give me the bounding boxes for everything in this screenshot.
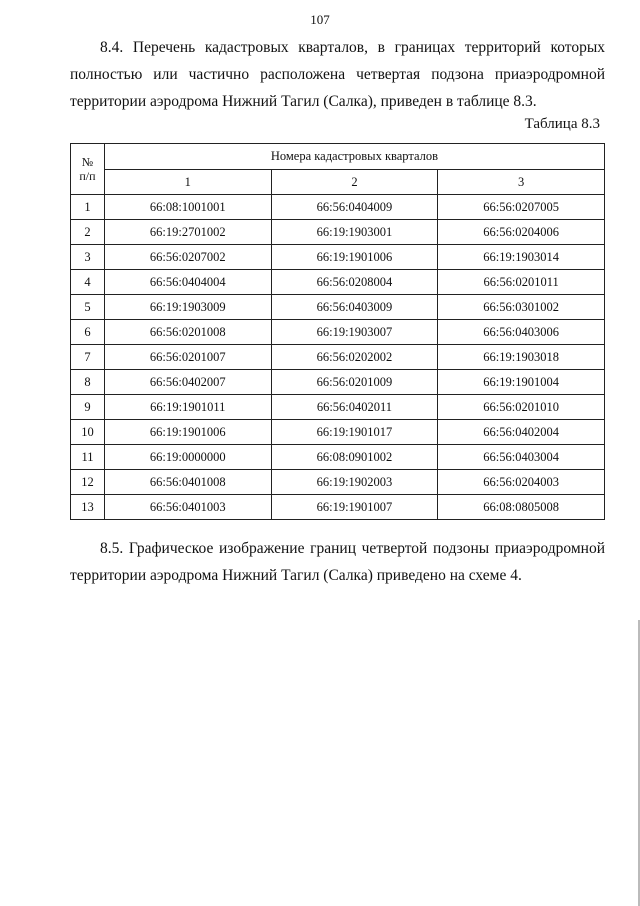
row-number-cell: 4: [71, 270, 105, 295]
row-number-cell: 11: [71, 445, 105, 470]
row-number-header: [71, 144, 105, 195]
cadastral-cell-col2: 66:19:1902003: [271, 470, 438, 495]
cadastral-cell-col3: 66:56:0403006: [438, 320, 605, 345]
cadastral-cell-col3: 66:19:1903014: [438, 245, 605, 270]
column-header-3: 3: [438, 170, 605, 195]
table-row: [71, 295, 605, 320]
cadastral-cell-col3: 66:56:0207005: [438, 195, 605, 220]
cadastral-cell-col2: 66:19:1901006: [271, 245, 438, 270]
table-body: [71, 195, 605, 520]
cadastral-cell-col1: 66:08:1001001: [104, 195, 271, 220]
cadastral-cell-col2: 66:56:0404009: [271, 195, 438, 220]
cadastral-cell-col2: 66:56:0208004: [271, 270, 438, 295]
table-row: [71, 195, 605, 220]
table-row: [71, 445, 605, 470]
cadastral-cell-col3: 66:56:0402004: [438, 420, 605, 445]
cadastral-cell-col2: 66:19:1903001: [271, 220, 438, 245]
cadastral-cell-col3: 66:56:0204003: [438, 470, 605, 495]
cadastral-cell-col2: 66:19:1903007: [271, 320, 438, 345]
cadastral-cell-col1: 66:56:0207002: [104, 245, 271, 270]
cadastral-cell-col1: 66:56:0401008: [104, 470, 271, 495]
cadastral-cell-col1: 66:19:1901011: [104, 395, 271, 420]
cadastral-cell-col2: 66:56:0402011: [271, 395, 438, 420]
cadastral-cell-col2: 66:19:1901007: [271, 495, 438, 520]
cadastral-cell-col2: 66:19:1901017: [271, 420, 438, 445]
paragraph-8-4: [70, 34, 605, 115]
row-number-cell: 9: [71, 395, 105, 420]
cadastral-cell-col3: 66:56:0201011: [438, 270, 605, 295]
column-header-1: 1: [104, 170, 271, 195]
cadastral-cell-col2: 66:08:0901002: [271, 445, 438, 470]
row-number-cell: 6: [71, 320, 105, 345]
cadastral-cell-col3: 66:08:0805008: [438, 495, 605, 520]
cadastral-cell-col1: 66:56:0404004: [104, 270, 271, 295]
table-caption: Таблица 8.3: [524, 116, 600, 132]
page-number: 107: [310, 12, 330, 27]
cadastral-cell-col3: 66:19:1901004: [438, 370, 605, 395]
cadastral-cell-col2: 66:56:0201009: [271, 370, 438, 395]
cadastral-cell-col3: 66:19:1903018: [438, 345, 605, 370]
row-number-cell: 3: [71, 245, 105, 270]
table-row: [71, 395, 605, 420]
cadastral-cell-col3: 66:56:0301002: [438, 295, 605, 320]
row-number-cell: 5: [71, 295, 105, 320]
row-number-cell: 7: [71, 345, 105, 370]
table-row: [71, 345, 605, 370]
paragraph-8-5: [70, 535, 605, 589]
cadastral-cell-col1: 66:19:1903009: [104, 295, 271, 320]
table-row: [71, 270, 605, 295]
table-row: [71, 220, 605, 245]
cadastral-cell-col1: 66:19:2701002: [104, 220, 271, 245]
cadastral-table: [70, 143, 605, 520]
row-number-cell: 8: [71, 370, 105, 395]
row-number-cell: 12: [71, 470, 105, 495]
row-number-cell: 10: [71, 420, 105, 445]
row-number-cell: 1: [71, 195, 105, 220]
table-row: [71, 495, 605, 520]
table-row: [71, 320, 605, 345]
row-number-header-abbr: п/п: [79, 169, 96, 183]
cadastral-cell-col1: 66:56:0402007: [104, 370, 271, 395]
cadastral-cell-col3: 66:56:0204006: [438, 220, 605, 245]
cadastral-cell-col1: 66:56:0201008: [104, 320, 271, 345]
row-number-header-symbol: №: [81, 155, 94, 169]
cadastral-cell-col1: 66:56:0401003: [104, 495, 271, 520]
paragraph-8-4-text: 8.4. Перечень кадастровых кварталов, в границах территорий которых полностью или частично расположена четвертая подзона приаэродромной территории аэродрома Нижний Тагил (Салка), приведен в таблице 8.3.: [70, 39, 605, 110]
table-row: [71, 420, 605, 445]
cadastral-numbers-header: Номера кадастровых кварталов: [104, 144, 604, 170]
row-number-cell: 2: [71, 220, 105, 245]
table-row: [71, 245, 605, 270]
cadastral-cell-col3: 66:56:0201010: [438, 395, 605, 420]
cadastral-cell-col1: 66:19:1901006: [104, 420, 271, 445]
table-row: [71, 470, 605, 495]
column-header-2: 2: [271, 170, 438, 195]
cadastral-cell-col2: 66:56:0202002: [271, 345, 438, 370]
cadastral-cell-col1: 66:56:0201007: [104, 345, 271, 370]
cadastral-cell-col3: 66:56:0403004: [438, 445, 605, 470]
cadastral-cell-col2: 66:56:0403009: [271, 295, 438, 320]
row-number-cell: 13: [71, 495, 105, 520]
paragraph-8-5-text: 8.5. Графическое изображение границ четвертой подзоны приаэродромной территории аэродрома Нижний Тагил (Салка) приведено на схеме 4.: [70, 540, 605, 584]
cadastral-cell-col1: 66:19:0000000: [104, 445, 271, 470]
table-row: [71, 370, 605, 395]
